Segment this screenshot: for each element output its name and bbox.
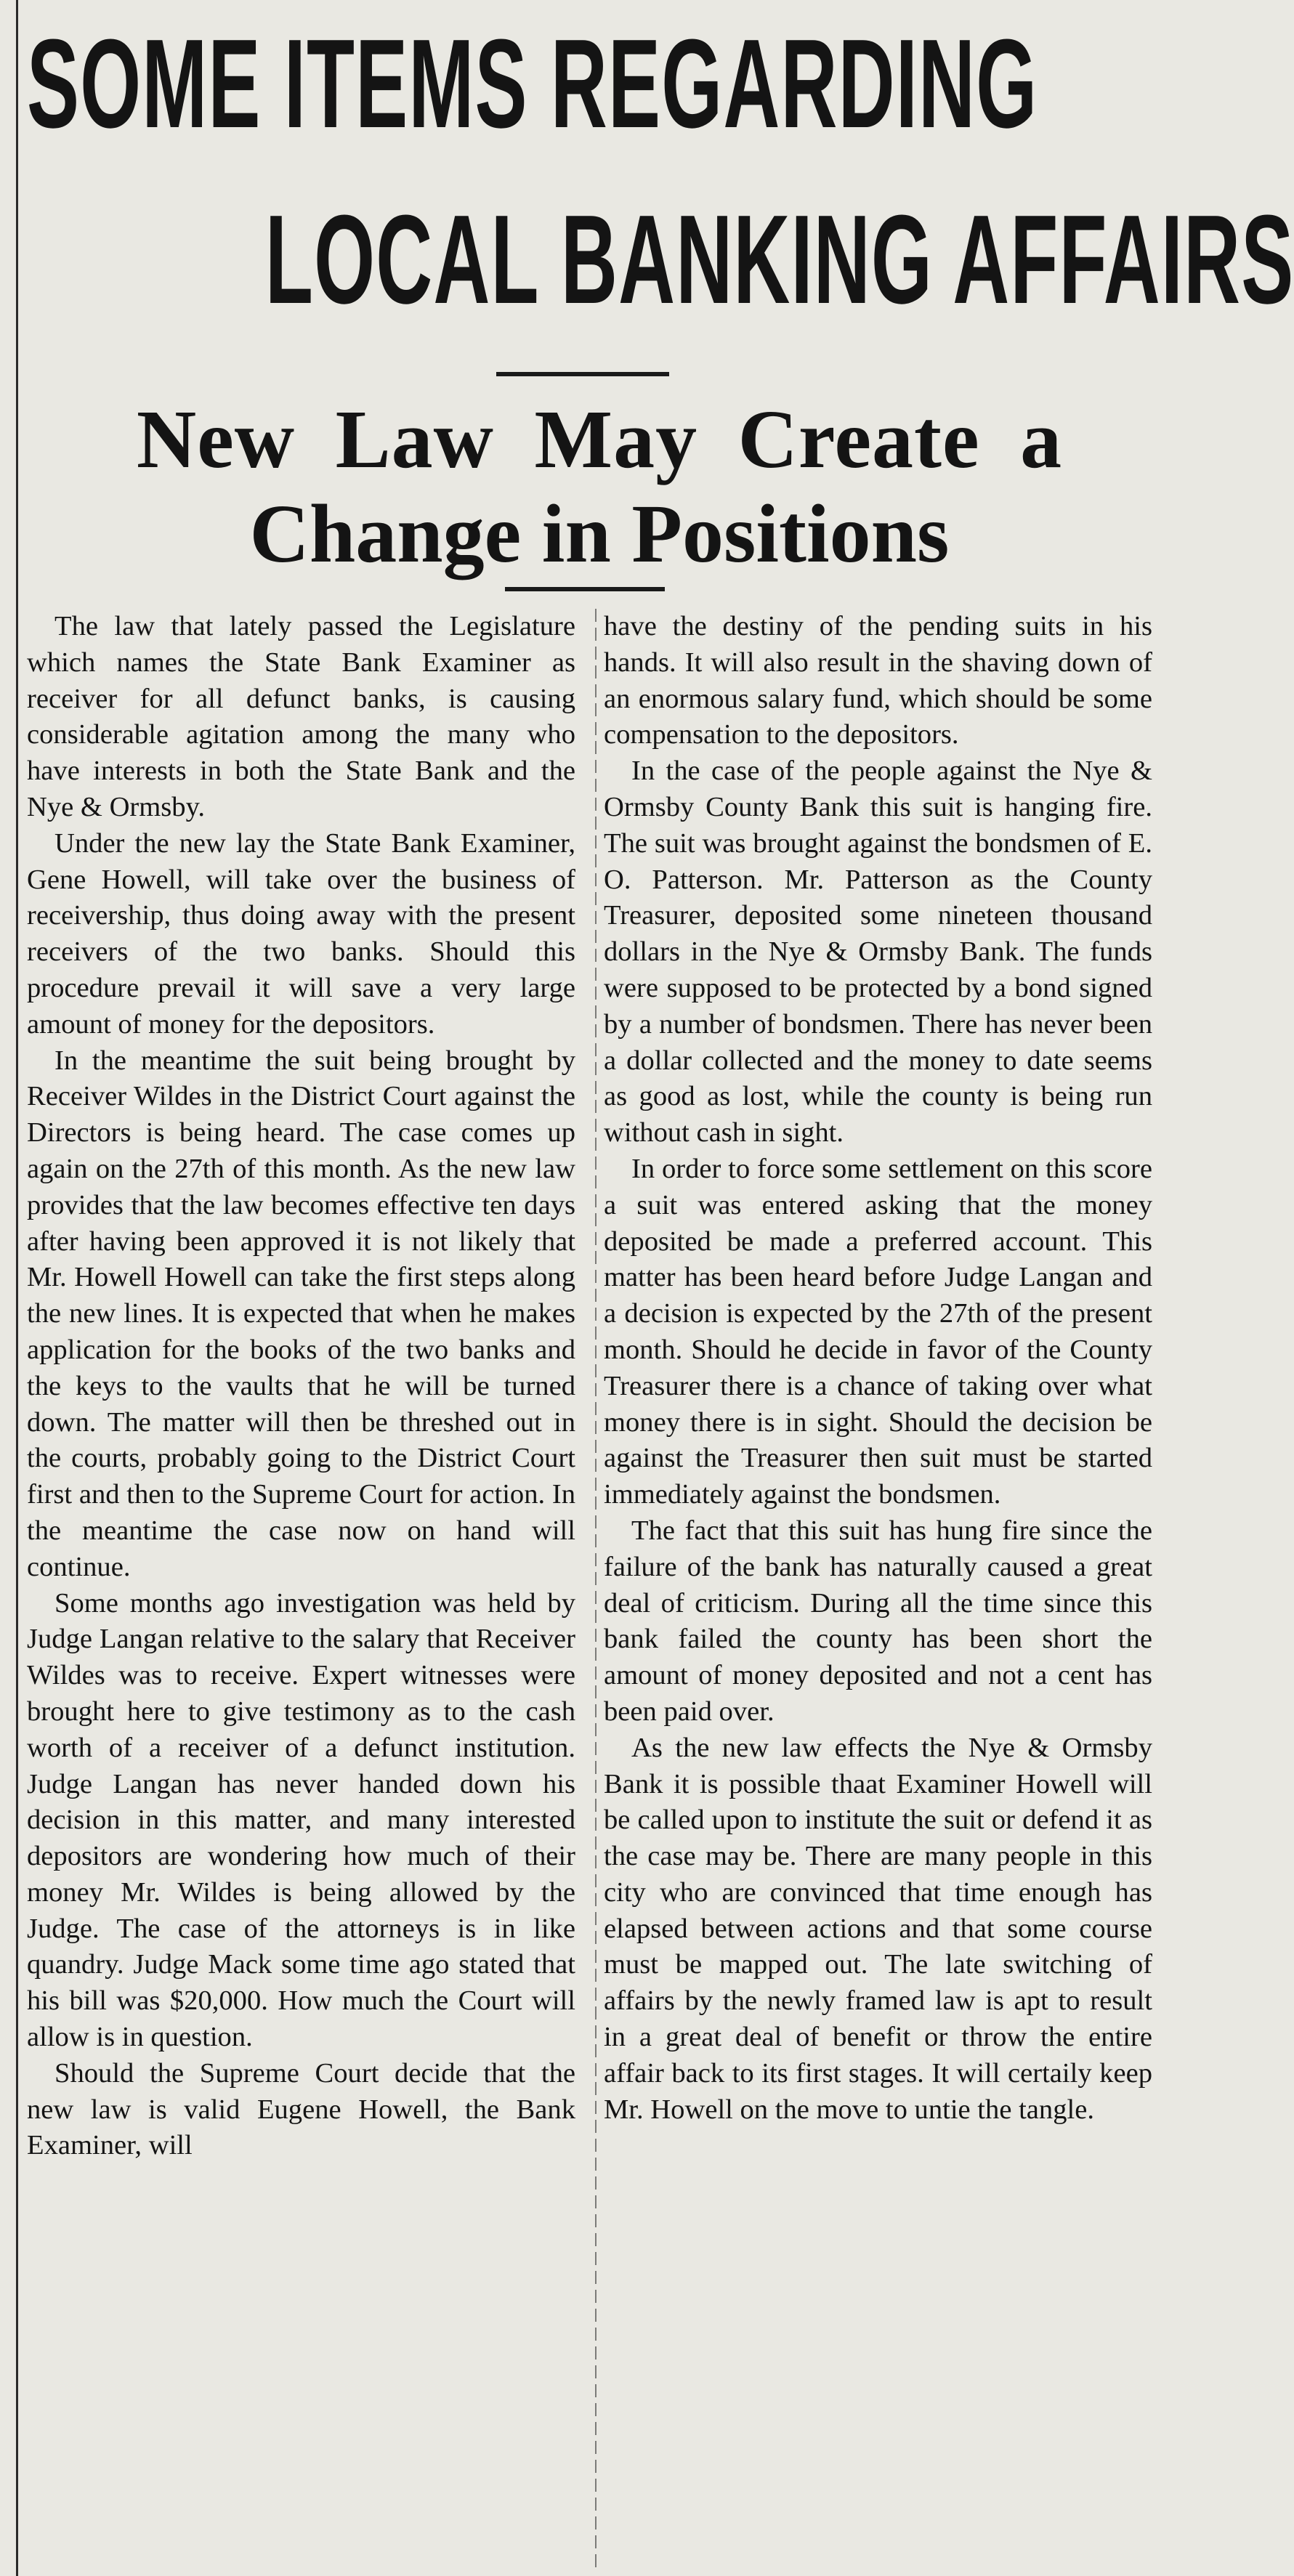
paragraph: The fact that this suit has hung fire since the failure of the bank has naturally caused a great deal of criticism. During all the time since this bank failed the county has been short the amount of money deposited and not a cent has been paid over.: [604, 1515, 1152, 1727]
subhead-line-2: Change in Positions: [249, 487, 950, 580]
headline-line-2: LOCAL BANKING AFFAIRS: [265, 188, 1294, 330]
headline-line-1: SOME ITEMS REGARDING: [27, 12, 1038, 154]
paragraph: In the meantime the suit being brought by Receiver Wildes in the District Court against the Directors is being heard. The case comes up again on the 27th of this month. As the new law provides that the law becomes effective ten days after having been approved it is not likely that Mr. Howell Howell can take the first steps along the new lines. It is expected that when he makes application for the books of the two banks and the keys to the vaults that he will be turned down. The matter will then be threshed out in the courts, probably going to the District Court first and then to the Supreme Court for action. In the meantime the case now on hand will continue.: [27, 1045, 575, 1582]
column-divider: [595, 609, 597, 2570]
paragraph: Under the new lay the State Bank Examiner, Gene Howell, will take over the business of receivership, thus doing away with the present receivers of the two banks. Should this procedure prevail it will save a very large amount of money for the depositors.: [27, 827, 575, 1040]
paragraph: have the destiny of the pending suits in his hands. It will also result in the shaving down of an enormous salary fund, which should be some compensation to the depositors.: [604, 611, 1152, 750]
article-column-left: [27, 609, 575, 2164]
newspaper-page: [16, 0, 1294, 2576]
paragraph: In the case of the people against the Nye & Ormsby County Bank this suit is hanging fire. The suit was brought against the bondsmen of E. O. Patterson. Mr. Patterson as the County Treasurer, deposited some nineteen thousand dollars in the Nye & Ormsby Bank. The funds were supposed to be protected by a bond signed by a number of bondsmen. There has never been a dollar collected and the money to date seems as good as lost, while the county is being run without cash in sight.: [604, 756, 1152, 1149]
subhead-divider: [505, 587, 665, 591]
paragraph: As the new law effects the Nye & Ormsby Bank it is possible thaat Examiner Howell will be called upon to institute the suit or defend it as the case may be. There are many people in this city who are convinced that time enough has elapsed between actions and that some course must be mapped out. The late switching of affairs by the newly framed law is apt to result in a great deal of benefit or throw the entire affair back to its first stages. It will certaily keep Mr. Howell on the move to untie the tangle.: [604, 1732, 1152, 2125]
headline-divider: [496, 372, 669, 376]
article-column-right: [604, 609, 1152, 2128]
paragraph: Some months ago investigation was held by Judge Langan relative to the salary that Receiver Wildes was to receive. Expert witnesses were brought here to give testimony as to the cash worth of a receiver of a defunct institution. Judge Langan has never handed down his decision in this matter, and many interested depositors are wondering how much of their money Mr. Wildes is being allowed by the Judge. The case of the attorneys is in like quandry. Judge Mack some time ago stated that his bill was $20,000. How much the Court will allow is in question.: [27, 1587, 575, 2053]
subhead-line-1: New Law May Create a: [136, 393, 1063, 485]
paragraph: The law that lately passed the Legislature which names the State Bank Examiner as receiver for all defunct banks, is causing considerable agitation among the many who have interests in both the State Bank and the Nye & Ormsby.: [27, 611, 575, 822]
paragraph: Should the Supreme Court decide that the new law is valid Eugene Howell, the Bank Examiner, will: [27, 2057, 575, 2161]
paragraph: In order to force some settlement on this score a suit was entered asking that the money deposited be made a preferred account. This matter has been heard before Judge Langan and a decision is expected by the 27th of the present month. Should he decide in favor of the County Treasurer there is a chance of taking over what money there is in sight. Should the decision be against the Treasurer then suit must be started immediately against the bondsmen.: [604, 1153, 1152, 1510]
